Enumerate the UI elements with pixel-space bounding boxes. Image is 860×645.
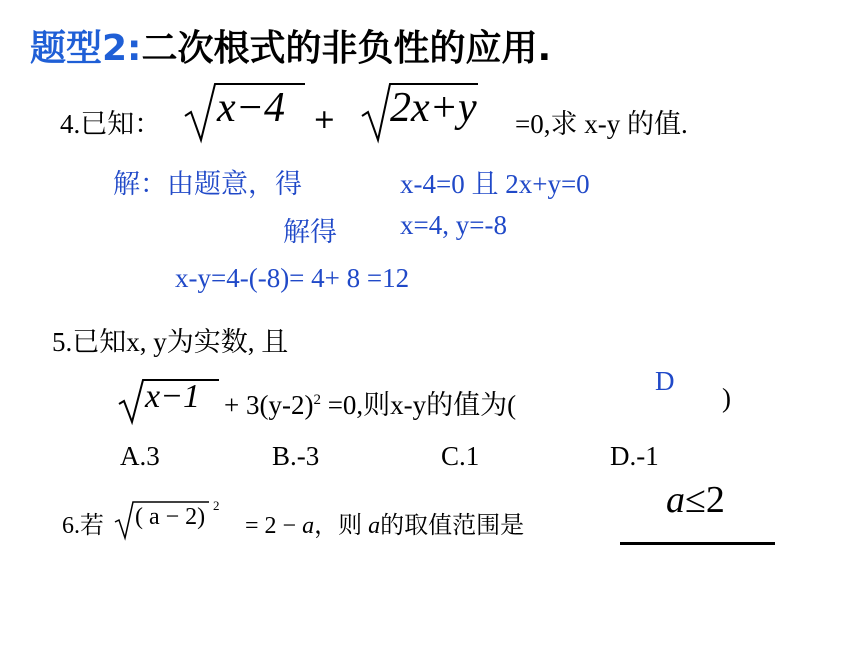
q6-equation [245, 505, 524, 540]
q6-label: 6.若 [62, 513, 104, 539]
q5-exponent: 2 [313, 392, 321, 408]
q6-mid: ，则 [314, 513, 369, 539]
q6-radicand: ( a − 2) [135, 504, 206, 530]
q5-radical [117, 378, 222, 424]
q6-tail: 的取值范围是 [380, 513, 525, 539]
q5-tail2: =0,则x-y的值为( [320, 390, 517, 420]
q6-var: a [302, 513, 315, 539]
q4-radicand-1: x−4 [217, 85, 285, 131]
solution-line1-eq: x-4=0 且 2x+y=0 [400, 169, 590, 199]
q5-option-b: B.-3 [272, 441, 320, 471]
q6-answer-rest: ≤2 [685, 479, 725, 521]
q4-tail: =0,求 x-y 的值. [515, 109, 688, 139]
solution-line3: x-y=4-(-8)= 4+ 8 =12 [175, 263, 410, 293]
solution-line2-eq: x=4, y=-8 [400, 210, 507, 240]
q5-label: 5.已知x, y为实数, 且 [52, 327, 289, 357]
q4-label: 4.已知： [60, 109, 162, 139]
q5-option-d: D.-1 [610, 441, 659, 471]
q6-answer-blank [620, 542, 775, 545]
title-prefix: 题型2: [30, 28, 142, 69]
q6-var2: a [368, 513, 381, 539]
q6-radical [113, 500, 238, 540]
q5-option-a: A.3 [120, 441, 160, 471]
q5-close-paren: ) [722, 383, 731, 413]
q5-expression [224, 383, 516, 422]
q4-radical-1 [183, 82, 308, 142]
q6-eq: = 2 − [245, 513, 303, 539]
q6-exponent: 2 [213, 498, 220, 513]
solution-line1-label: 解：由题意，得 [113, 169, 302, 200]
page-title [30, 20, 551, 71]
q4-plus: + [313, 104, 336, 135]
q4-radical-2 [360, 82, 480, 142]
q5-option-c: C.1 [441, 441, 480, 471]
q6-answer-var: a [666, 479, 685, 521]
q4-radicand-2: 2x+y [390, 85, 477, 131]
solution-line2-label: 解得 [283, 217, 337, 248]
q5-tail: + 3(y-2) [224, 390, 314, 420]
q6-answer [666, 478, 725, 522]
title-text: 二次根式的非负性的应用. [141, 28, 552, 69]
q5-answer: D [655, 366, 675, 396]
q5-radicand: x−1 [145, 378, 201, 415]
